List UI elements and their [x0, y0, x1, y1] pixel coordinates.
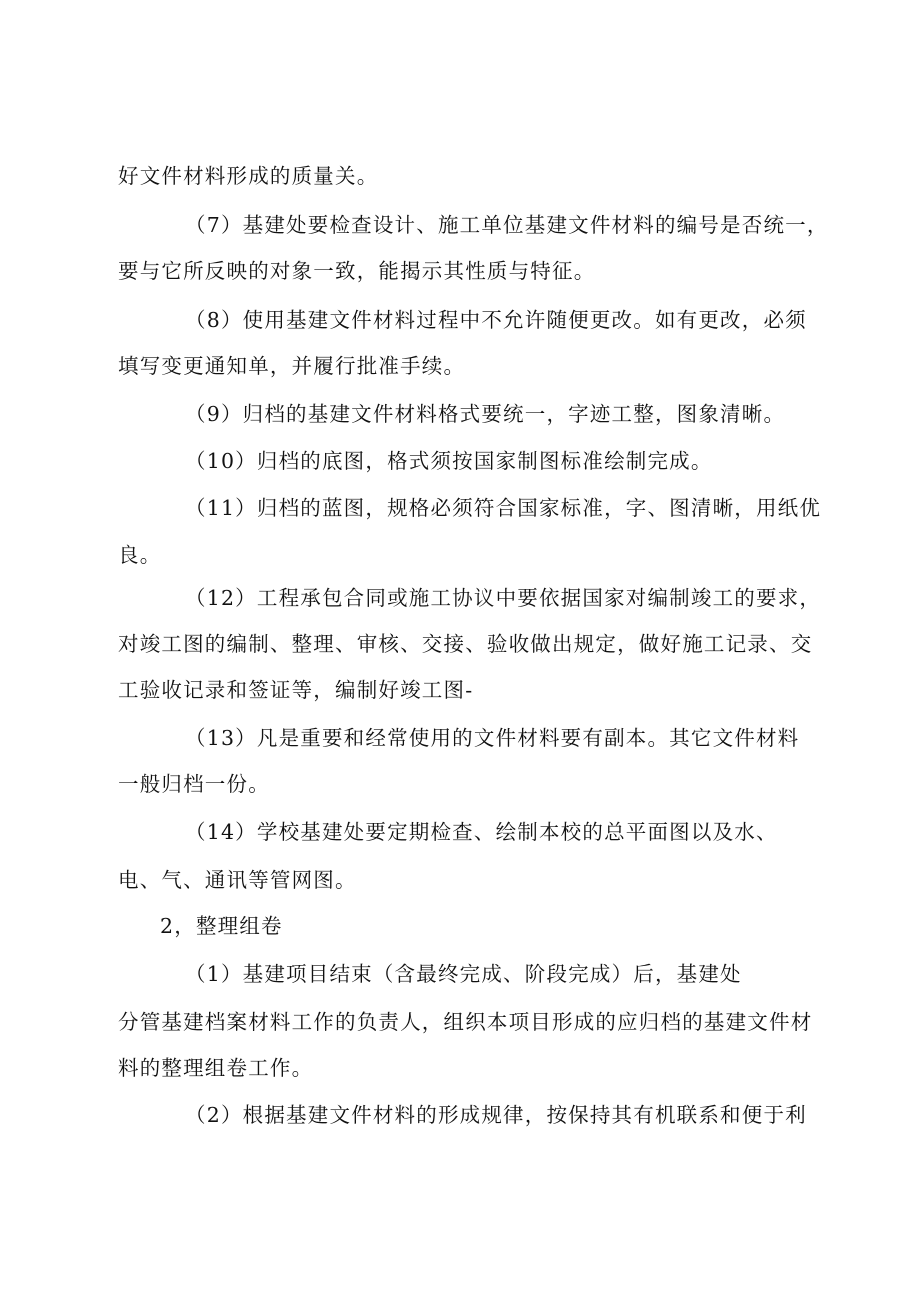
section-heading: 2，整理组卷: [160, 914, 283, 938]
text-line: 好文件材料形成的质量关。: [118, 164, 379, 188]
text-line: 要与它所反映的对象一致，能揭示其性质与特征。: [118, 259, 596, 283]
text-line: 填写变更通知单，并履行批准手续。: [118, 354, 466, 378]
text-line: （11）归档的蓝图，规格必须符合国家标准，字、图清晰，用纸优: [185, 496, 822, 520]
text-line: 料的整理组卷工作。: [118, 1056, 314, 1080]
text-line: 一般归档一份。: [118, 772, 270, 796]
text-line: 分管基建档案材料工作的负责人，组织本项目形成的应归档的基建文件材: [118, 1010, 813, 1034]
text-line: （13）凡是重要和经常使用的文件材料要有副本。其它文件材料: [185, 726, 800, 750]
text-line: （2）根据基建文件材料的形成规律，按保持其有机联系和便于利: [185, 1103, 807, 1127]
text-line: 良。: [118, 543, 162, 567]
text-line: 对竣工图的编制、整理、审核、交接、验收做出规定，做好施工记录、交: [118, 632, 813, 656]
text-line: 电、气、通讯等管网图。: [118, 868, 357, 892]
text-line: （9）归档的基建文件材料格式要统一，字迹工整，图象清晰。: [185, 402, 786, 426]
text-line: （12）工程承包合同或施工协议中要依据国家对编制竣工的要求，: [185, 586, 822, 610]
text-line: （14）学校基建处要定期检查、绘制本校的总平面图以及水、: [185, 820, 778, 844]
text-line: （7）基建处要检查设计、施工单位基建文件材料的编号是否统一，: [185, 213, 829, 237]
text-line: （10）归档的底图，格式须按国家制图标准绘制完成。: [185, 449, 713, 473]
text-line: （8）使用基建文件材料过程中不允许随便更改。如有更改，必须: [185, 308, 807, 332]
text-line: （1）基建项目结束（含最终完成、阶段完成）后，基建处: [185, 962, 742, 986]
text-line: 工验收记录和签证等，编制好竣工图-: [118, 678, 474, 702]
